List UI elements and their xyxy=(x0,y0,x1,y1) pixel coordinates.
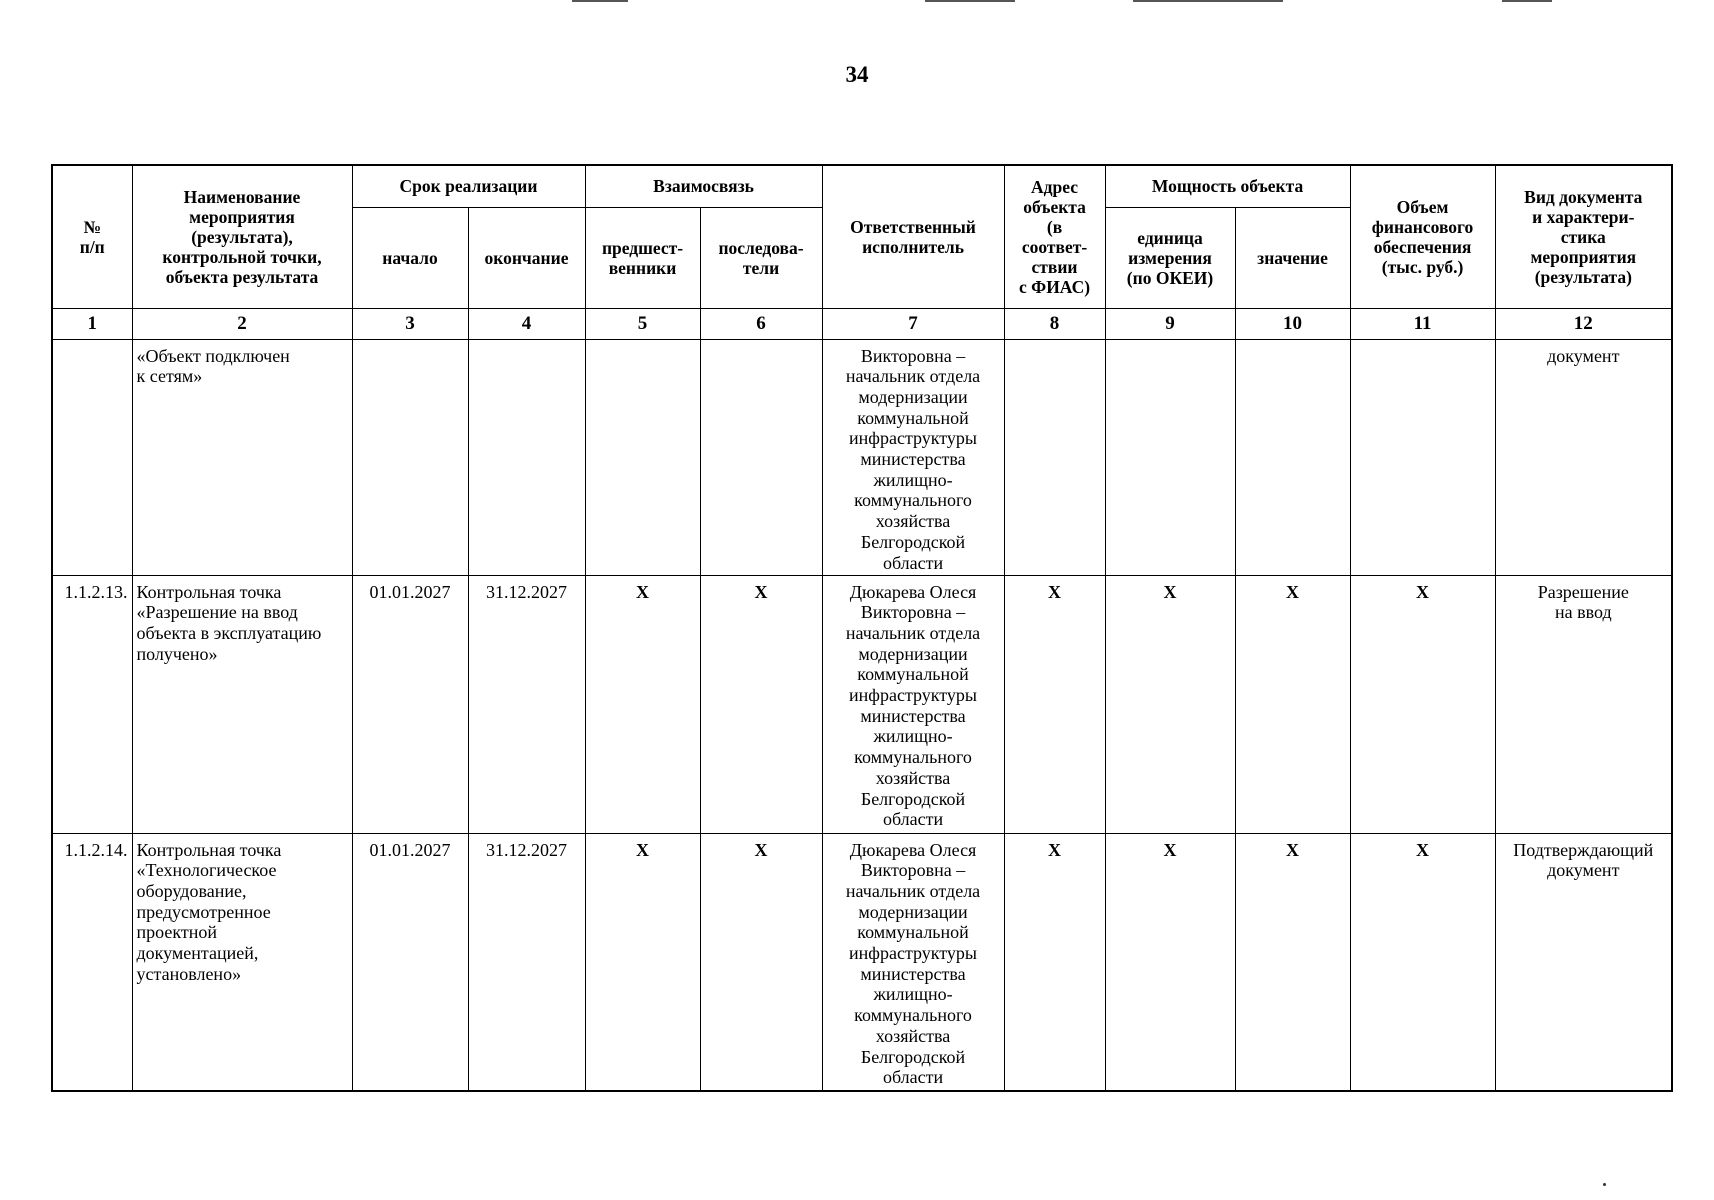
row-prev: X xyxy=(585,575,700,833)
column-number: 12 xyxy=(1495,308,1672,339)
row-doc: документ xyxy=(1495,339,1672,575)
row-doc: Разрешение на ввод xyxy=(1495,575,1672,833)
row-value xyxy=(1235,339,1350,575)
scan-artifact-line xyxy=(1502,0,1552,2)
scan-artifact-line xyxy=(925,0,1015,2)
row-next xyxy=(700,339,822,575)
header-num: № п/п xyxy=(52,165,132,308)
header-link: Взаимосвязь xyxy=(585,165,822,207)
row-num: 1.1.2.13. xyxy=(52,575,132,833)
row-start: 01.01.2027 xyxy=(352,575,468,833)
header-term: Срок реализации xyxy=(352,165,585,207)
column-number: 2 xyxy=(132,308,352,339)
row-executor: Дюкарева Олеся Викторовна – начальник отдела модернизации коммунальной инфраструктуры министерства жилищно- коммунального хозяйства Белгородской области xyxy=(822,833,1004,1091)
header-link-next: последова- тели xyxy=(700,207,822,308)
column-number: 9 xyxy=(1105,308,1235,339)
header-link-prev: предшест- венники xyxy=(585,207,700,308)
row-num xyxy=(52,339,132,575)
plan-table xyxy=(51,164,1673,1092)
row-address xyxy=(1004,339,1105,575)
header-capacity: Мощность объекта xyxy=(1105,165,1350,207)
row-prev: X xyxy=(585,833,700,1091)
row-executor: Дюкарева Олеся Викторовна – начальник отдела модернизации коммунальной инфраструктуры министерства жилищно- коммунального хозяйства Белгородской области xyxy=(822,575,1004,833)
column-number: 11 xyxy=(1350,308,1495,339)
scan-artifact-line xyxy=(572,0,628,2)
row-finance: X xyxy=(1350,575,1495,833)
header-name: Наименование мероприятия (результата), контрольной точки, объекта результата xyxy=(132,165,352,308)
header-executor: Ответственный исполнитель xyxy=(822,165,1004,308)
header-capacity-value: значение xyxy=(1235,207,1350,308)
page-number: 34 xyxy=(845,62,869,87)
row-name: Контрольная точка «Разрешение на ввод объекта в эксплуатацию получено» xyxy=(132,575,352,833)
header-finance: Объем финансового обеспечения (тыс. руб.) xyxy=(1350,165,1495,308)
row-value: X xyxy=(1235,575,1350,833)
column-number: 8 xyxy=(1004,308,1105,339)
column-number: 3 xyxy=(352,308,468,339)
row-start xyxy=(352,339,468,575)
table-row xyxy=(52,339,1672,575)
row-finance: X xyxy=(1350,833,1495,1091)
table-row xyxy=(52,575,1672,833)
column-number: 6 xyxy=(700,308,822,339)
row-next: X xyxy=(700,575,822,833)
column-number: 1 xyxy=(52,308,132,339)
row-end xyxy=(468,339,585,575)
row-name: «Объект подключен к сетям» xyxy=(132,339,352,575)
row-address: X xyxy=(1004,575,1105,833)
column-number: 10 xyxy=(1235,308,1350,339)
row-prev xyxy=(585,339,700,575)
row-value: X xyxy=(1235,833,1350,1091)
row-finance xyxy=(1350,339,1495,575)
row-name: Контрольная точка «Технологическое оборудование, предусмотренное проектной документацией, установлено» xyxy=(132,833,352,1091)
header-doc: Вид документа и характери- стика мероприятия (результата) xyxy=(1495,165,1672,308)
row-unit: X xyxy=(1105,833,1235,1091)
header-term-end: окончание xyxy=(468,207,585,308)
row-executor: Викторовна – начальник отдела модернизации коммунальной инфраструктуры министерства жилищно- коммунального хозяйства Белгородской области xyxy=(822,339,1004,575)
table-row xyxy=(52,833,1672,1091)
row-start: 01.01.2027 xyxy=(352,833,468,1091)
row-end: 31.12.2027 xyxy=(468,833,585,1091)
row-unit xyxy=(1105,339,1235,575)
column-number: 4 xyxy=(468,308,585,339)
row-address: X xyxy=(1004,833,1105,1091)
scan-artifact-line xyxy=(1133,0,1283,2)
row-unit: X xyxy=(1105,575,1235,833)
column-number: 5 xyxy=(585,308,700,339)
header-term-start: начало xyxy=(352,207,468,308)
row-end: 31.12.2027 xyxy=(468,575,585,833)
header-capacity-unit: единица измерения (по ОКЕИ) xyxy=(1105,207,1235,308)
scan-artifact-dot xyxy=(1603,1183,1606,1186)
row-next: X xyxy=(700,833,822,1091)
header-address: Адрес объекта (в соответ- ствии с ФИАС) xyxy=(1004,165,1105,308)
row-num: 1.1.2.14. xyxy=(52,833,132,1091)
column-number: 7 xyxy=(822,308,1004,339)
row-doc: Подтверждающий документ xyxy=(1495,833,1672,1091)
